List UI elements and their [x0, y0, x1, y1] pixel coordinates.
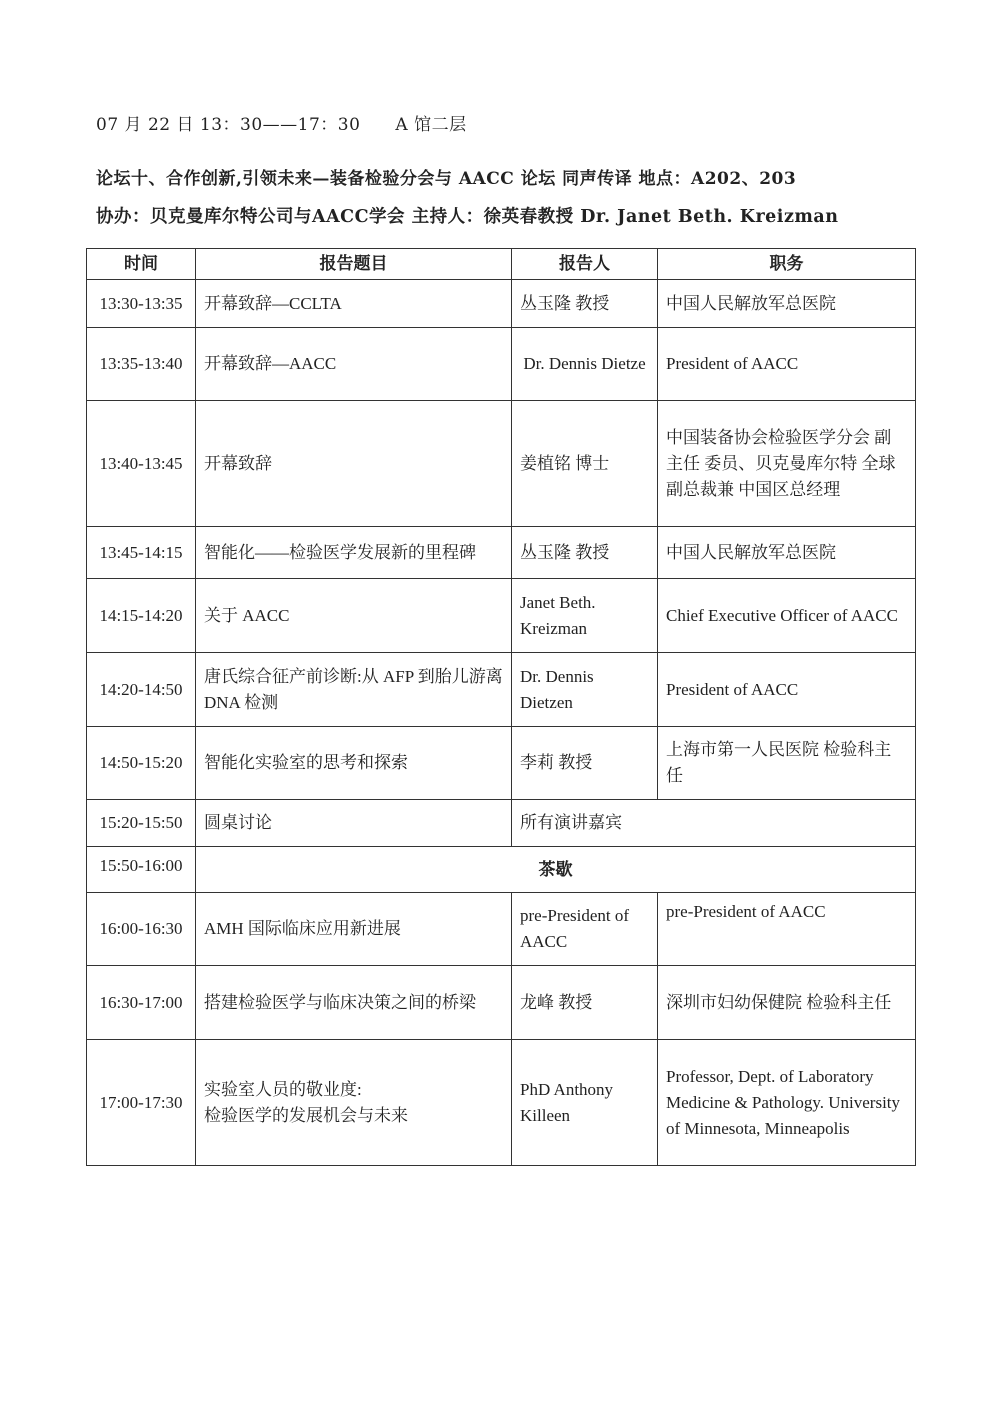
speaker-cell: 姜植铭 博士 — [512, 401, 658, 527]
role-cell: President of AACC — [658, 653, 916, 727]
speaker-cell: 丛玉隆 教授 — [512, 527, 658, 579]
topic-line: 实验室人员的敬业度: — [204, 1079, 362, 1099]
speaker-cell: pre-President of AACC — [512, 893, 658, 966]
column-header-speaker: 报告人 — [512, 249, 658, 280]
topic-cell: 智能化——检验医学发展新的里程碑 — [196, 527, 512, 579]
speaker-cell: 丛玉隆 教授 — [512, 280, 658, 328]
role-cell: 中国装备协会检验医学分会 副主任 委员、贝克曼库尔特 全球副总裁兼 中国区总经理 — [658, 401, 916, 527]
table-row — [87, 1040, 916, 1166]
role-cell: 深圳市妇幼保健院 检验科主任 — [658, 966, 916, 1040]
table-row-break — [87, 847, 916, 893]
speaker-cell: 所有演讲嘉宾 — [512, 800, 916, 847]
speaker-cell: Dr. Dennis Dietzen — [512, 653, 658, 727]
role-cell: President of AACC — [658, 328, 916, 401]
table-row — [87, 727, 916, 800]
table-row — [87, 328, 916, 401]
table-row — [87, 401, 916, 527]
role-cell: 中国人民解放军总医院 — [658, 280, 916, 328]
time-cell: 13:35-13:40 — [87, 328, 196, 401]
time-cell: 15:50-16:00 — [87, 847, 196, 893]
speaker-cell: Dr. Dennis Dietze — [512, 328, 658, 401]
column-header-time: 时间 — [87, 249, 196, 280]
topic-cell: 关于 AACC — [196, 579, 512, 653]
table-row — [87, 653, 916, 727]
topic-cell: 开幕致辞—CCLTA — [196, 280, 512, 328]
time-cell: 16:00-16:30 — [87, 893, 196, 966]
cohost-and-moderator: 协办：贝克曼库尔特公司与AACC学会 主持人：徐英春教授 Dr. Janet Beth. Kreizman — [96, 207, 839, 227]
topic-cell: 圆桌讨论 — [196, 800, 512, 847]
time-cell: 17:00-17:30 — [87, 1040, 196, 1166]
speaker-cell: 龙峰 教授 — [512, 966, 658, 1040]
time-cell: 14:20-14:50 — [87, 653, 196, 727]
speaker-cell: 李莉 教授 — [512, 727, 658, 800]
role-cell: Chief Executive Officer of AACC — [658, 579, 916, 653]
role-cell: 中国人民解放军总医院 — [658, 527, 916, 579]
topic-cell: 开幕致辞 — [196, 401, 512, 527]
topic-cell: 智能化实验室的思考和探索 — [196, 727, 512, 800]
topic-line: 检验医学的发展机会与未来 — [204, 1105, 408, 1125]
time-cell: 13:45-14:15 — [87, 527, 196, 579]
column-header-topic: 报告题目 — [196, 249, 512, 280]
forum-title: 论坛十、合作创新,引领未来—装备检验分会与 AACC 论坛 同声传译 地点：A202、203 — [96, 169, 797, 189]
time-cell: 13:30-13:35 — [87, 280, 196, 328]
table-header-row — [87, 249, 916, 280]
role-cell: Professor, Dept. of Laboratory Medicine & Pathology. University of Minnesota, Minneapolis — [658, 1040, 916, 1166]
table-row — [87, 280, 916, 328]
time-cell: 14:15-14:20 — [87, 579, 196, 653]
table-row — [87, 579, 916, 653]
topic-cell — [196, 1040, 512, 1166]
schedule-table — [86, 248, 916, 1166]
time-cell: 16:30-17:00 — [87, 966, 196, 1040]
table-row — [87, 527, 916, 579]
table-row — [87, 800, 916, 847]
session-date-time: 07 月 22 日 13：30——17：30 A 馆二层 — [96, 115, 467, 135]
column-header-role: 职务 — [658, 249, 916, 280]
time-cell: 14:50-15:20 — [87, 727, 196, 800]
topic-cell: 开幕致辞—AACC — [196, 328, 512, 401]
topic-cell: AMH 国际临床应用新进展 — [196, 893, 512, 966]
table-row — [87, 893, 916, 966]
table-row — [87, 966, 916, 1040]
time-cell: 15:20-15:50 — [87, 800, 196, 847]
topic-cell: 唐氏综合征产前诊断:从 AFP 到胎儿游离 DNA 检测 — [196, 653, 512, 727]
topic-cell: 搭建检验医学与临床决策之间的桥梁 — [196, 966, 512, 1040]
speaker-cell: Janet Beth. Kreizman — [512, 579, 658, 653]
role-cell: 上海市第一人民医院 检验科主任 — [658, 727, 916, 800]
role-cell: pre-President of AACC — [658, 893, 916, 966]
speaker-cell: PhD Anthony Killeen — [512, 1040, 658, 1166]
tea-break-cell: 茶歇 — [196, 847, 916, 893]
time-cell: 13:40-13:45 — [87, 401, 196, 527]
